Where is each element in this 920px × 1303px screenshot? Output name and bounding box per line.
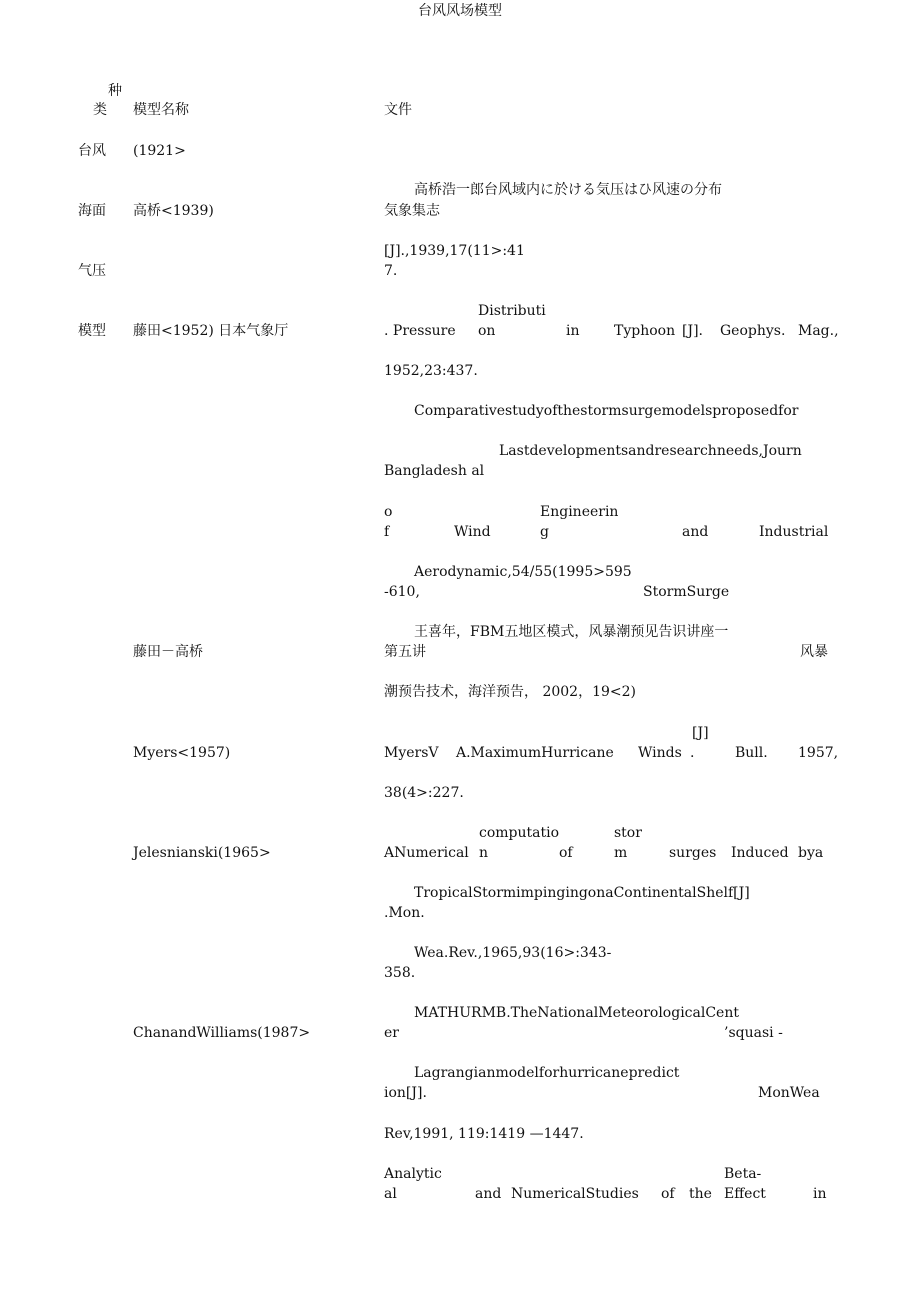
doc-text: Effect (724, 1186, 766, 1202)
doc-text: Wea.Rev.,1965,93(16>:343- (414, 945, 612, 961)
category-label: 模型 (78, 323, 106, 339)
doc-text: . (690, 745, 695, 761)
model-name: 藤田－高桥 (133, 644, 203, 660)
doc-text: TropicalStormimpingingonaContinentalShelf[J] (414, 885, 750, 901)
doc-text: 38(4>:227. (384, 785, 464, 801)
doc-text: Rev,1991, 119:1419 —1447. (384, 1126, 584, 1142)
model-name: 藤田<1952) 日本气象厅 (133, 323, 289, 339)
doc-text: A.MaximumHurricane (456, 745, 614, 761)
doc-text: . Pressure (384, 323, 456, 339)
header-kind-bottom: 类 (93, 102, 107, 118)
model-name: Jelesnianski(1965> (133, 845, 271, 861)
doc-text: in (566, 323, 580, 339)
doc-text: Industrial (759, 524, 829, 540)
doc-text: -610, (384, 584, 420, 600)
doc-text: f (384, 524, 390, 540)
doc-text: Lastdevelopmentsandresearchneeds,Journ (499, 443, 802, 459)
page-title: 台风风场模型 (418, 3, 502, 19)
doc-text: 第五讲 (384, 644, 426, 660)
doc-text: Engineerin (540, 504, 619, 520)
doc-text: and (682, 524, 709, 540)
doc-text: NumericalStudies (511, 1186, 639, 1202)
doc-text: stor (614, 825, 642, 841)
doc-text: Analytic (384, 1166, 442, 1182)
doc-text: m (614, 845, 628, 861)
doc-text: Winds (638, 745, 682, 761)
doc-text: 王喜年，FBM五地区模式，风暴潮预见告识讲座一 (414, 624, 729, 640)
doc-text: Aerodynamic,54/55(1995>595 (414, 564, 632, 580)
doc-text: surges (669, 845, 717, 861)
doc-text: Mag., (798, 323, 839, 339)
doc-text: MonWea (758, 1085, 820, 1101)
doc-text: in (813, 1186, 827, 1202)
doc-text: 1952,23:437. (384, 363, 478, 379)
header-document: 文件 (384, 102, 412, 118)
doc-text: Bull. (735, 745, 768, 761)
doc-text: er (384, 1025, 399, 1041)
doc-text: 风暴 (800, 644, 828, 660)
doc-text: of (661, 1186, 675, 1202)
category-label: 气压 (78, 263, 106, 279)
doc-text: .Mon. (384, 905, 425, 921)
doc-text: [J].,1939,17(11>:41 (384, 243, 525, 259)
doc-text: 1957, (798, 745, 839, 761)
doc-text: n (479, 845, 489, 861)
doc-text: [J] (692, 725, 709, 741)
doc-text: 高桥浩一郎台风域内に於ける気压はひ风速の分布 (414, 182, 722, 198)
doc-text: 7. (384, 263, 398, 279)
doc-text: [J]. (682, 323, 703, 339)
doc-text: ’squasi - (724, 1025, 783, 1041)
doc-text: Typhoon (614, 323, 676, 339)
doc-text: Distributi (478, 303, 546, 319)
doc-text: 潮预告技术，海洋预告， 2002，19<2) (384, 684, 636, 700)
doc-text: 気象集志 (384, 203, 440, 219)
doc-text: StormSurge (643, 584, 730, 600)
doc-text: the (689, 1186, 712, 1202)
doc-text: Geophys. (720, 323, 786, 339)
doc-text: Lagrangianmodelforhurricanepredict (414, 1065, 680, 1081)
doc-text: bya (798, 845, 824, 861)
model-name: Myers<1957) (133, 745, 231, 761)
doc-text: of (559, 845, 573, 861)
category-label: 海面 (78, 203, 106, 219)
doc-text: MATHURMB.TheNationalMeteorologicalCent (414, 1005, 739, 1021)
doc-text: al (384, 1186, 397, 1202)
doc-text: ANumerical (384, 845, 469, 861)
doc-text: computatio (479, 825, 560, 841)
doc-text: Bangladesh al (384, 463, 485, 479)
doc-text: Induced (731, 845, 789, 861)
doc-text: and (475, 1186, 502, 1202)
doc-text: o (384, 504, 393, 520)
doc-text: Comparativestudyofthestormsurgemodelsproposedfor (414, 403, 799, 419)
doc-text: MyersV (384, 745, 439, 761)
doc-text: on (478, 323, 496, 339)
header-kind-top: 种 (108, 83, 122, 99)
category-label: 台风 (78, 143, 106, 159)
doc-text: 358. (384, 965, 416, 981)
doc-text: Beta- (724, 1166, 762, 1182)
doc-text: Wind (454, 524, 491, 540)
doc-text: ion[J]. (384, 1085, 427, 1101)
doc-text: g (540, 524, 549, 540)
model-name: ChanandWilliams(1987> (133, 1025, 311, 1041)
model-name: 高桥<1939) (133, 203, 214, 219)
model-name: (1921> (133, 143, 186, 159)
header-model-name: 模型名称 (133, 102, 189, 118)
